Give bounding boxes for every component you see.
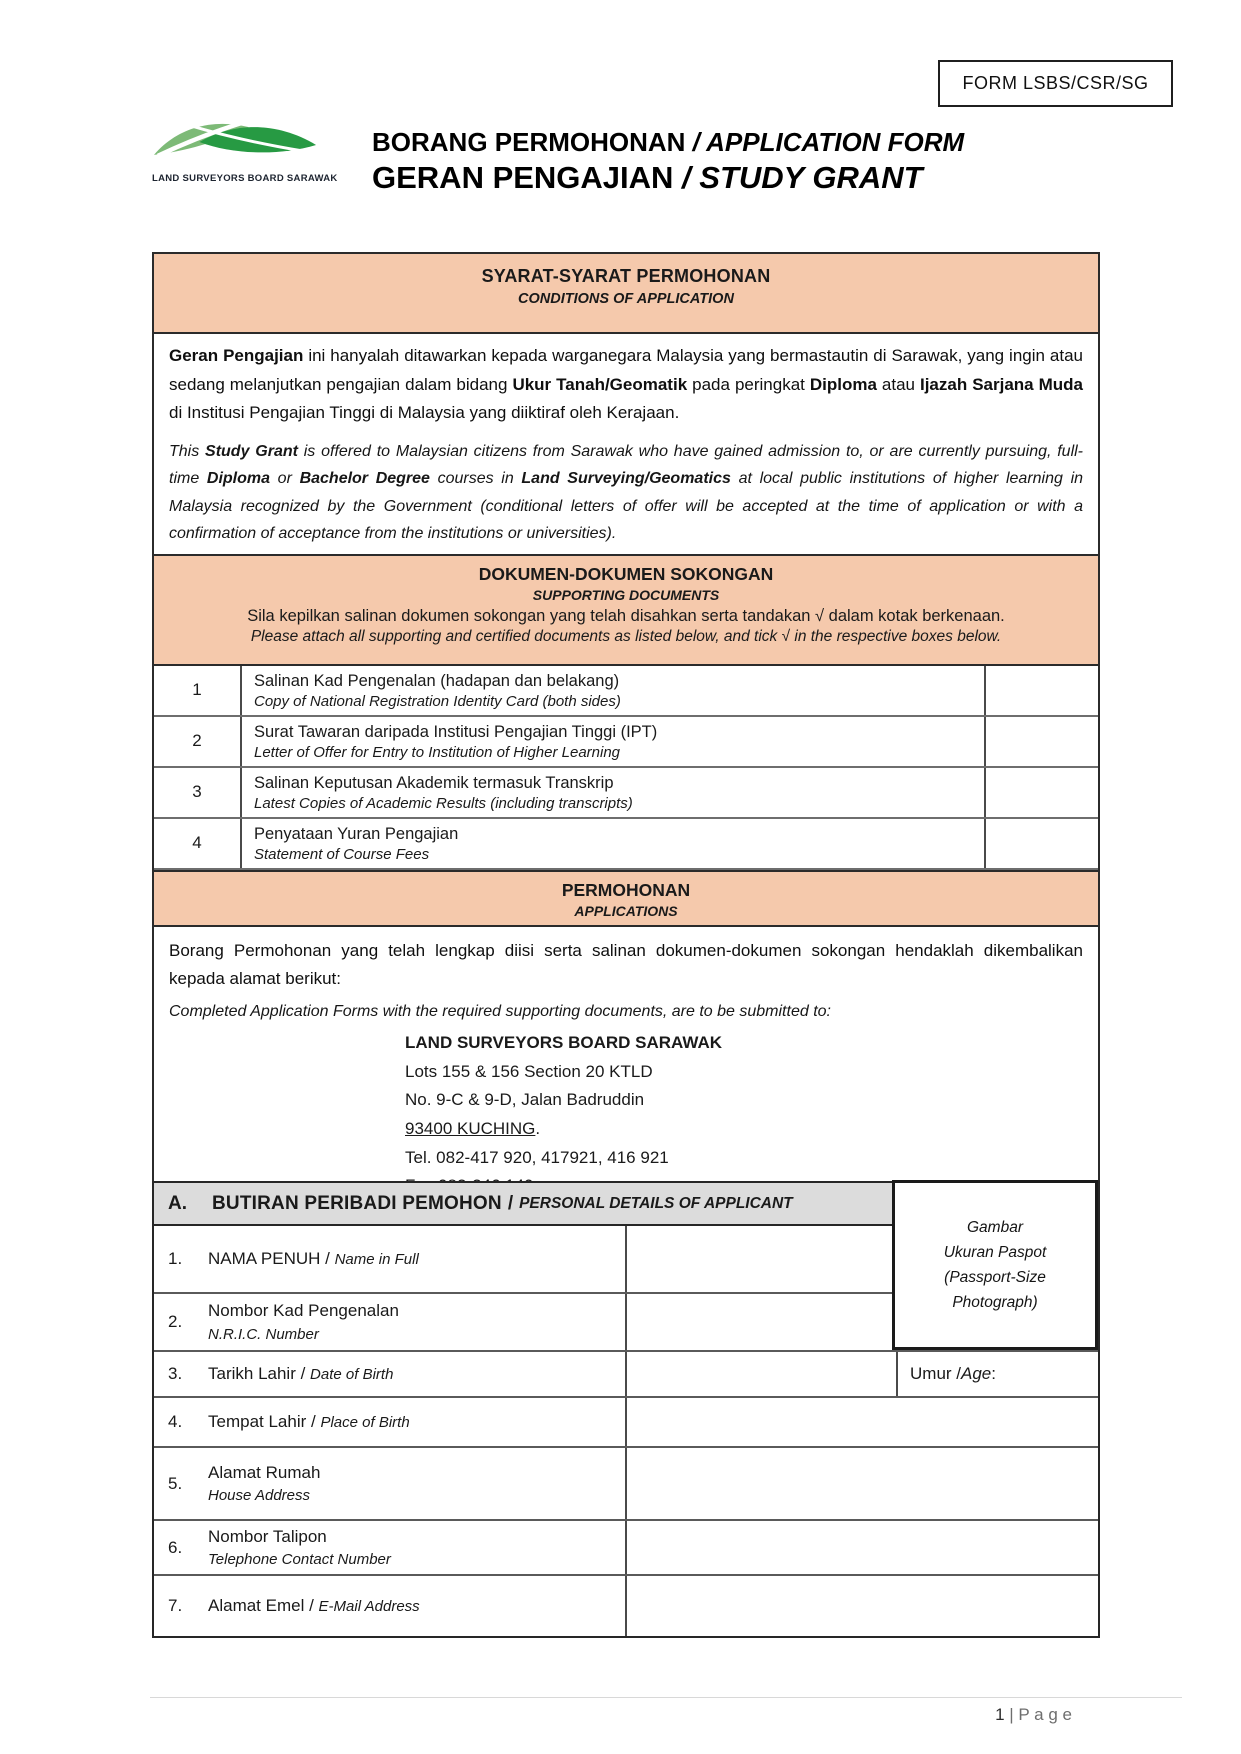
field-label-cell [154, 1521, 627, 1574]
age-cell[interactable] [898, 1352, 1098, 1396]
field-number: 6. [168, 1537, 183, 1557]
document-title-my: Penyataan Yuran Pengajian [254, 824, 459, 843]
house-address-input-cell[interactable] [627, 1448, 1098, 1519]
field-row-place-of-birth [154, 1398, 1098, 1448]
field-label-cell [154, 1448, 627, 1519]
submission-address [405, 1029, 1083, 1200]
applications-paragraph-en: Completed Application Forms with the required supporting documents, are to be submitted to: [169, 1002, 831, 1020]
age-label-suffix: : [991, 1364, 996, 1383]
logo-caption: LAND SURVEYORS BOARD SARAWAK [152, 173, 338, 184]
field-label-cell [154, 1576, 627, 1636]
document-row-3 [154, 768, 1098, 819]
field-label [208, 1524, 391, 1572]
field-number: 4. [168, 1412, 183, 1431]
photo-box-line-1: Gambar [967, 1219, 1023, 1236]
document-title-en: Letter of Offer for Entry to Institution of Higher Learning [254, 744, 621, 762]
field-label [208, 1460, 320, 1508]
applications-heading-my: PERMOHONAN [561, 879, 691, 900]
page-number-label: P a g e [1018, 1705, 1072, 1724]
address-city-line [405, 1115, 1083, 1144]
document-tick-box-2[interactable] [984, 717, 1098, 766]
passport-photo-box[interactable] [892, 1180, 1098, 1350]
document-row-2 [154, 717, 1098, 768]
photo-box-line-2: Ukuran Paspot [943, 1244, 1047, 1262]
page-number-value: 1 [995, 1705, 1005, 1724]
text-segment: Study Grant [205, 442, 298, 460]
title-en-1: / APPLICATION FORM [692, 127, 965, 157]
applications-header [154, 870, 1098, 927]
field-label [208, 1361, 393, 1387]
field-row-telephone [154, 1521, 1098, 1576]
address-line-2: No. 9-C & 9-D, Jalan Badruddin [405, 1090, 645, 1110]
conditions-header [154, 254, 1098, 334]
text-segment: at local public institutions of higher learning in Malaysia recognized by the Government (conditional letters of offer will be accepted at the time of application or with a confirmation of acceptance from the institutions or universities). [169, 470, 1084, 543]
field-label-sep: / [306, 1412, 321, 1432]
conditions-body [154, 334, 1098, 556]
text-segment: Ukur Tanah/Geomatik [512, 374, 688, 394]
conditions-paragraph-en [169, 438, 1083, 548]
section-a-title-en: PERSONAL DETAILS OF APPLICANT [519, 1194, 793, 1212]
text-segment: Ijazah Sarjana Muda [919, 374, 1083, 394]
age-label-en: Age [961, 1364, 992, 1383]
documents-note-my: Sila kepilkan salinan dokumen sokongan yang telah disahkan serta tandakan √ dalam kotak berkenaan. [247, 606, 1005, 625]
field-label [208, 1298, 399, 1346]
document-title-en: Statement of Course Fees [254, 846, 430, 864]
document-title-my: Surat Tawaran daripada Institusi Pengajian Tinggi (IPT) [254, 722, 658, 741]
field-label [208, 1246, 419, 1272]
document-description [242, 666, 984, 715]
main-info-table [152, 252, 1100, 1213]
document-row-4 [154, 819, 1098, 870]
lsbs-logo-block [152, 114, 338, 184]
field-row-date-of-birth [154, 1352, 1098, 1398]
address-tel: Tel. 082-417 920, 417921, 416 921 [405, 1147, 669, 1167]
text-segment: Land Surveying/Geomatics [521, 470, 731, 488]
applications-body [154, 927, 1098, 1211]
photo-box-line-3: (Passport-Size [944, 1269, 1046, 1287]
field-label-my: Nombor Kad Pengenalan [208, 1301, 399, 1320]
documents-heading-en: SUPPORTING DOCUMENTS [532, 586, 720, 603]
text-segment: is offered to Malaysian citizens from Sarawak who have gained admission to, or are currently pursuing, full-time [169, 442, 1084, 488]
document-row-1 [154, 666, 1098, 717]
section-a-title-my: BUTIRAN PERIBADI PEMOHON [212, 1192, 502, 1214]
field-number: 1. [168, 1249, 183, 1268]
text-segment: Bachelor Degree [299, 470, 430, 488]
text-segment: Diploma [206, 470, 271, 488]
document-number: 2 [154, 717, 242, 766]
document-number: 1 [154, 666, 242, 715]
documents-note-en: Please attach all supporting and certified documents as listed below, and tick √ in the respective boxes below. [250, 627, 1002, 645]
text-segment: or [270, 470, 300, 488]
field-label-en: Name in Full [334, 1251, 419, 1269]
field-label-en: E-Mail Address [318, 1598, 420, 1616]
field-label-en: Date of Birth [310, 1366, 394, 1384]
field-label-en: House Address [208, 1487, 310, 1504]
address-org-name: LAND SURVEYORS BOARD SARAWAK [405, 1033, 723, 1053]
field-row-email [154, 1576, 1098, 1636]
document-tick-box-3[interactable] [984, 768, 1098, 817]
photo-box-line-4: Photograph) [952, 1294, 1038, 1312]
field-label-cell [154, 1352, 627, 1396]
age-label-my: Umur / [910, 1364, 961, 1383]
field-label-cell [154, 1226, 627, 1292]
text-segment: Geran Pengajian [169, 346, 304, 365]
address-city: 93400 KUCHING [405, 1118, 536, 1138]
document-description [242, 819, 984, 868]
conditions-paragraph-my [169, 342, 1083, 428]
email-input-cell[interactable] [627, 1576, 1098, 1636]
text-segment: di Institusi Pengajian Tinggi di Malaysia yang diiktiraf oleh Kerajaan. [169, 403, 680, 423]
field-number: 3. [168, 1364, 183, 1383]
field-label [208, 1409, 410, 1435]
telephone-input-cell[interactable] [627, 1521, 1098, 1574]
section-a-label: A. [168, 1192, 187, 1214]
field-number: 2. [168, 1312, 183, 1331]
field-label-my: Alamat Rumah [208, 1462, 321, 1482]
document-title-en: Copy of National Registration Identity Card (both sides) [254, 693, 621, 711]
field-label-my: Tempat Lahir [208, 1412, 307, 1432]
text-segment: Diploma [809, 374, 877, 394]
text-segment: ini hanyalah ditawarkan kepada warganegara Malaysia yang bermastautin di Sarawak, yang ingin atau sedang melanjutkan pengajian dalam bidang [169, 346, 1083, 394]
address-city-suffix: . [535, 1118, 541, 1138]
document-title-my: Salinan Kad Pengenalan (hadapan dan belakang) [254, 671, 620, 690]
form-code-text: FORM LSBS/CSR/SG [962, 73, 1149, 93]
text-segment: This [169, 442, 206, 460]
conditions-heading-my: SYARAT-SYARAT PERMOHONAN [481, 266, 771, 286]
applications-paragraph-my: Borang Permohonan yang telah lengkap diisi serta salinan dokumen-dokumen sokongan hendaklah dikembalikan kepada alamat berikut: [169, 940, 1083, 989]
field-label-sep: / [304, 1596, 319, 1616]
title-my-1: BORANG PERMOHONAN [372, 127, 693, 157]
form-code-box [938, 60, 1173, 107]
supporting-documents-header [154, 556, 1098, 666]
documents-heading-my: DOKUMEN-DOKUMEN SOKONGAN [478, 563, 774, 584]
lsbs-logo-icon [152, 114, 320, 166]
field-label-en: Place of Birth [320, 1414, 410, 1432]
applications-heading-en: APPLICATIONS [574, 902, 678, 919]
page-number [152, 1705, 1072, 1725]
footer-divider [150, 1697, 1182, 1698]
field-number: 7. [168, 1596, 183, 1615]
document-title-en: Latest Copies of Academic Results (including transcripts) [254, 795, 633, 813]
title-en-2: / STUDY GRANT [682, 159, 923, 195]
field-label-my: NAMA PENUH [208, 1249, 321, 1269]
text-segment: atau [876, 374, 920, 394]
form-title-line2 [372, 159, 964, 196]
text-segment: pada peringkat [687, 374, 810, 394]
date-of-birth-input-cell[interactable] [627, 1352, 898, 1396]
field-label-sep: / [320, 1249, 335, 1269]
field-label-my: Nombor Talipon [208, 1526, 327, 1546]
field-label-cell [154, 1294, 627, 1350]
document-number: 3 [154, 768, 242, 817]
place-of-birth-input-cell[interactable] [627, 1398, 1098, 1446]
field-row-house-address [154, 1448, 1098, 1521]
form-title-line1 [372, 126, 964, 159]
field-label-my: Alamat Emel [208, 1596, 305, 1616]
document-tick-box-4[interactable] [984, 819, 1098, 868]
address-line-1: Lots 155 & 156 Section 20 KTLD [405, 1061, 653, 1081]
field-label-my: Tarikh Lahir [208, 1364, 296, 1384]
page-number-separator: | [1004, 1705, 1019, 1724]
field-label-en: Telephone Contact Number [208, 1551, 391, 1568]
field-label-en: N.R.I.C. Number [208, 1325, 319, 1343]
document-description [242, 717, 984, 766]
document-title-my: Salinan Keputusan Akademik termasuk Transkrip [254, 773, 614, 792]
document-description [242, 768, 984, 817]
text-segment: courses in [429, 470, 522, 488]
field-label-sep: / [295, 1364, 311, 1384]
conditions-heading-en: CONDITIONS OF APPLICATION [518, 291, 734, 307]
document-tick-box-1[interactable] [984, 666, 1098, 715]
section-a-separator: / [507, 1192, 514, 1214]
field-label-cell [154, 1398, 627, 1446]
document-number: 4 [154, 819, 242, 868]
field-label [208, 1593, 420, 1619]
title-my-2: GERAN PENGAJIAN [372, 159, 683, 195]
form-title-block [372, 126, 964, 196]
field-number: 5. [168, 1473, 183, 1493]
